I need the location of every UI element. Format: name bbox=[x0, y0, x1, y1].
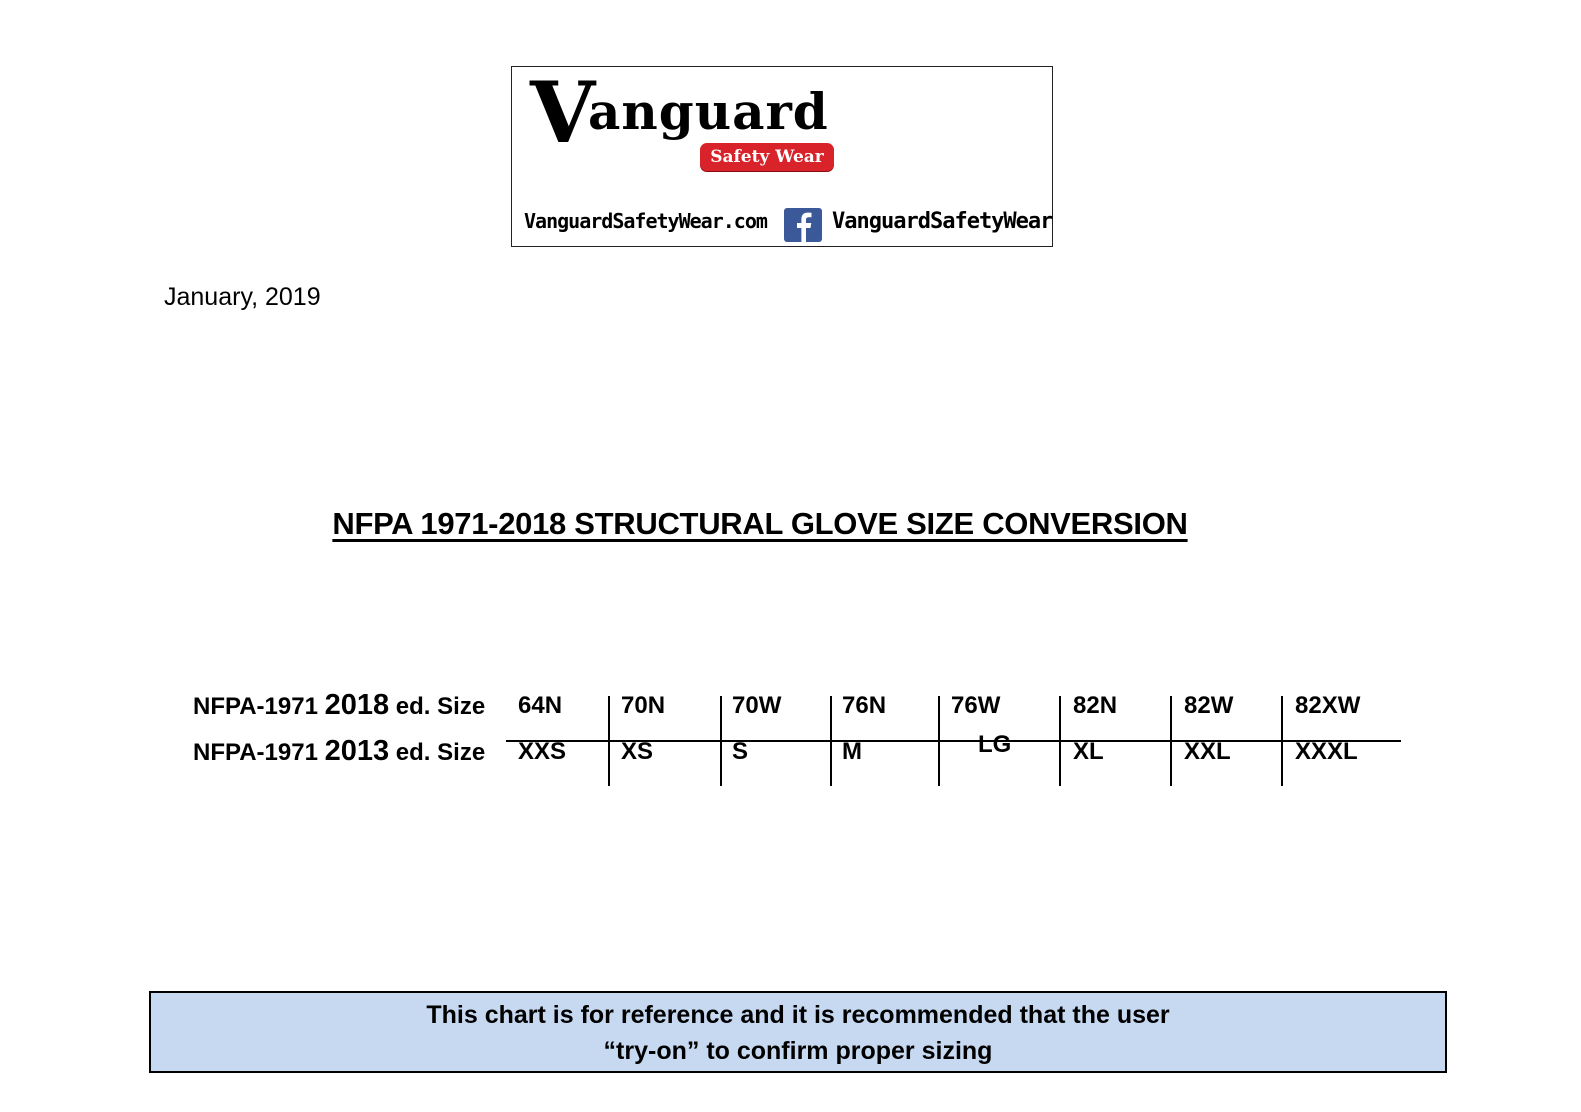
size-2018-cell: 70N bbox=[621, 692, 666, 719]
size-2013-cell: S bbox=[732, 738, 749, 765]
row-label-prefix: NFPA-1971 bbox=[193, 739, 325, 766]
table-column-divider bbox=[938, 696, 940, 786]
table-column-divider bbox=[1281, 696, 1283, 786]
table-column-divider bbox=[1170, 696, 1172, 786]
size-2018-cell: 70W bbox=[732, 692, 782, 719]
row-label-year: 2018 bbox=[324, 689, 390, 721]
social-handle-text: VanguardSafetyWear bbox=[832, 209, 1053, 234]
website-text: VanguardSafetyWear.com bbox=[524, 209, 767, 233]
size-2013-cell: XS bbox=[621, 738, 654, 765]
row-label-prefix: NFPA-1971 bbox=[193, 693, 325, 720]
size-2013-cell: XXS bbox=[518, 738, 567, 765]
brand-initial: V bbox=[530, 63, 596, 162]
brand-name: anguard bbox=[588, 82, 829, 141]
size-2018-cell: 76N bbox=[842, 692, 887, 719]
size-2018-cell: 82XW bbox=[1295, 692, 1361, 719]
table-column-divider bbox=[830, 696, 832, 786]
vanguard-logo bbox=[511, 63, 1053, 247]
size-conversion-table bbox=[506, 692, 1401, 786]
size-2018-cell: 82N bbox=[1073, 692, 1118, 719]
facebook-icon bbox=[784, 208, 822, 242]
brand-badge: Safety Wear bbox=[700, 143, 834, 171]
table-column-divider bbox=[1059, 696, 1061, 786]
size-2013-cell: XXXL bbox=[1295, 738, 1358, 765]
table-column-divider bbox=[608, 696, 610, 786]
size-2018-cell: 82W bbox=[1184, 692, 1234, 719]
document-title: NFPA 1971-2018 STRUCTURAL GLOVE SIZE CONVERSION bbox=[332, 506, 1188, 541]
row-label-suffix: ed. Size bbox=[389, 693, 486, 720]
sizing-note bbox=[149, 991, 1447, 1073]
row-label-suffix: ed. Size bbox=[389, 739, 486, 766]
size-2013-cell: XXL bbox=[1184, 738, 1231, 765]
row-label-2013 bbox=[193, 736, 485, 768]
size-2013-cell: LG bbox=[978, 731, 1012, 758]
row-label-2018 bbox=[193, 690, 485, 722]
table-column-divider bbox=[720, 696, 722, 786]
document-date: January, 2019 bbox=[164, 283, 321, 311]
sizing-note-line: This chart is for reference and it is recommended that the user bbox=[426, 1001, 1170, 1029]
size-2018-cell: 76W bbox=[951, 692, 1001, 719]
sizing-note-line: “try-on” to confirm proper sizing bbox=[603, 1037, 993, 1065]
size-2013-cell: XL bbox=[1073, 738, 1104, 765]
row-label-year: 2013 bbox=[324, 735, 390, 767]
size-2018-cell: 64N bbox=[518, 692, 563, 719]
size-2013-cell: M bbox=[842, 738, 862, 765]
